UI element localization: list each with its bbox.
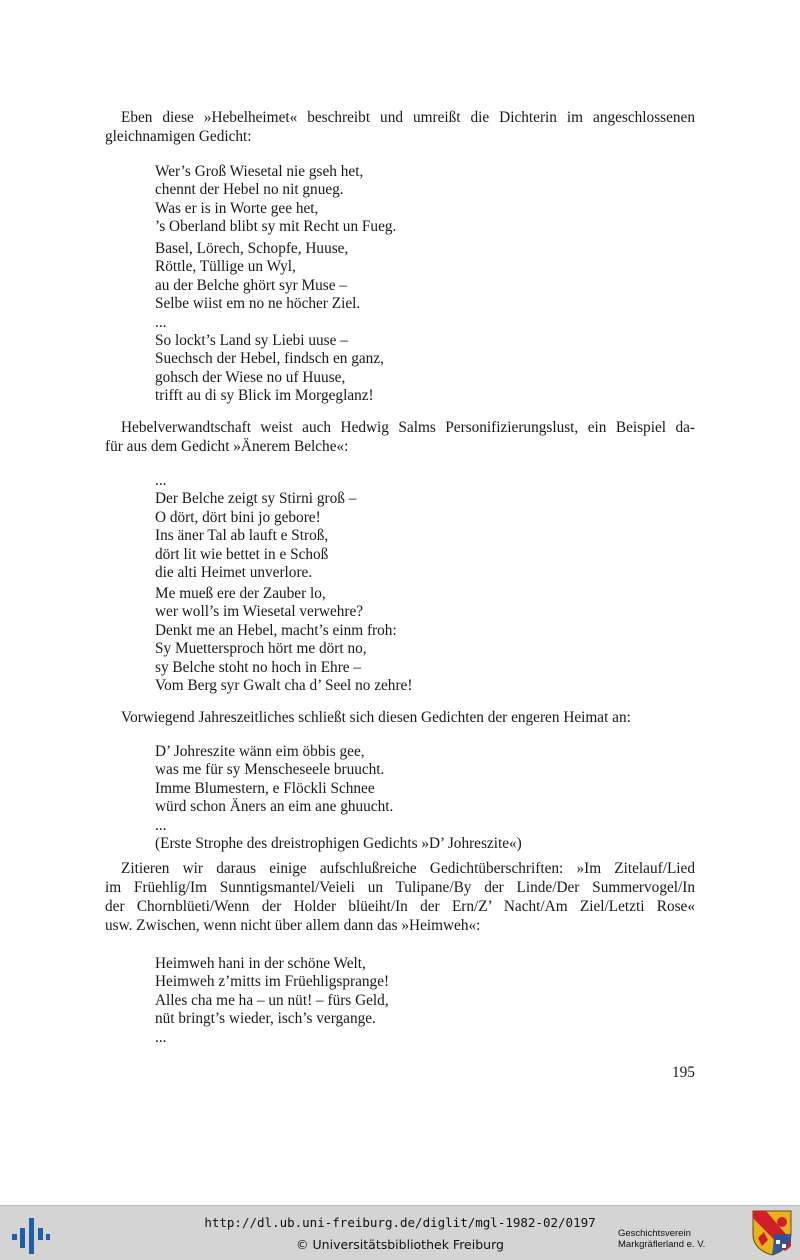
verse-line: ’s Oberland blibt sy mit Recht un Fueg.: [155, 218, 397, 236]
paragraph-jahreszeitliches: [105, 708, 695, 727]
poem-stanza-3: [155, 472, 675, 582]
verse-line: Heimweh z’mitts im Früehligsprange!: [155, 973, 390, 991]
text-line: Hebelverwandtschaft weist auch Hedwig Salms Personifizierungslust, ein Beispiel da-: [121, 419, 695, 436]
verse-line: Denkt me an Hebel, macht’s einm froh:: [155, 621, 397, 639]
paragraph-hebelverwandtschaft: [105, 418, 695, 456]
verse-line: Selbe wiist em no ne höcher Ziel.: [155, 295, 361, 313]
text-line: im Früehlig/Im Sunntigsmantel/Veieli un Tulipane/By der Linde/Der Summervogel/In: [105, 879, 695, 896]
verse-line: die alti Heimet unverlore.: [155, 564, 313, 582]
poem-stanza-6: [155, 955, 675, 1047]
verse-line: gohsch der Wiese no uf Huuse,: [155, 368, 346, 386]
verse-line: Imme Blumestern, e Flöckli Schnee: [155, 779, 375, 797]
verse-line: Alles cha me ha – un nüt! – fürs Geld,: [155, 991, 389, 1009]
verse-line: chennt der Hebel no nit gnueg.: [155, 181, 344, 199]
text-line: Eben diese »Hebelheimet« beschreibt und umreißt die Dichterin im angeschlossenen: [121, 109, 695, 126]
verse-line: Me mueß ere der Zauber lo,: [155, 585, 326, 602]
verse-line: Der Belche zeigt sy Stirni groß –: [155, 490, 357, 508]
text-line: der Chornblüeti/Wenn der Holder blüeiht/In der Ern/Z’ Nacht/Am Ziel/Letzti Rose«: [105, 898, 695, 915]
verse-line: was me für sy Menscheseele bruucht.: [155, 761, 385, 779]
verse-line: nüt bringt’s wieder, isch’s vergange.: [155, 1010, 376, 1028]
page-number: 195: [672, 1064, 695, 1081]
verse-line: au der Belche ghört syr Muse –: [155, 276, 348, 294]
society-name-line: Markgräflerland e. V.: [618, 1239, 706, 1250]
verse-line: würd schon Äners an eim ane ghuucht.: [155, 798, 394, 816]
paragraph-hebelheimet: [105, 108, 695, 146]
verse-ellipsis: ...: [155, 816, 167, 834]
verse-line: Sy Muettersproch hört me dört no,: [155, 640, 367, 658]
verse-line: Wer’s Groß Wiesetal nie gseh het,: [155, 163, 364, 180]
paragraph-gedichtueberschriften: [105, 859, 695, 935]
poem-stanza-1: [155, 163, 675, 237]
verse-line: D’ Johreszite wänn eim öbbis gee,: [155, 743, 365, 760]
text-line: Zitieren wir daraus einige aufschlußreiche Gedichtüberschriften: »Im Zitelauf/Lied: [121, 860, 695, 877]
verse-line: Heimweh hani in der schöne Welt,: [155, 955, 366, 972]
verse-ellipsis: ...: [155, 313, 167, 331]
verse-ellipsis: ...: [155, 472, 167, 489]
verse-line: Röttle, Tüllige un Wyl,: [155, 258, 296, 276]
verse-line: So lockt’s Land sy Liebi uuse –: [155, 332, 348, 350]
verse-ellipsis: ...: [155, 1028, 167, 1046]
verse-line: Vom Berg syr Gwalt cha d’ Seel no zehre!: [155, 677, 413, 695]
text-line: gleichnamigen Gedicht:: [105, 128, 252, 145]
coat-of-arms-icon[interactable]: [752, 1210, 792, 1256]
verse-line: wer woll’s im Wiesetal verwehre?: [155, 603, 364, 621]
verse-line: sy Belche stoht no hoch in Ehre –: [155, 658, 362, 676]
poem-stanza-4: [155, 585, 675, 695]
text-line: Vorwiegend Jahreszeitliches schließt sich diesen Gedichten der engeren Heimat an:: [121, 709, 631, 726]
verse-line: Was er is in Worte gee het,: [155, 199, 319, 217]
poem-stanza-2: [155, 240, 675, 406]
verse-line: O dört, dört bini jo gebore!: [155, 508, 321, 526]
society-name: [618, 1228, 748, 1250]
footer-copyright: © Universitätsbibliothek Freiburg: [296, 1237, 504, 1252]
verse-source-note: (Erste Strophe des dreistrophigen Gedichts »D’ Johreszite«): [155, 835, 522, 853]
verse-line: dört lit wie bettet in e Schoß: [155, 545, 329, 563]
verse-line: trifft au di sy Blick im Morgeglanz!: [155, 387, 374, 405]
verse-line: Basel, Lörech, Schopfe, Huuse,: [155, 240, 349, 257]
footer-bar: [0, 1205, 800, 1260]
text-line: usw. Zwischen, wenn nicht über allem dann das »Heimweh«:: [105, 917, 481, 934]
text-line: für aus dem Gedicht »Änerem Belche«:: [105, 438, 349, 455]
verse-line: Ins äner Tal ab lauft e Stroß,: [155, 527, 329, 545]
poem-stanza-5: [155, 743, 675, 853]
society-name-line: Geschichtsverein: [618, 1228, 691, 1239]
verse-line: Suechsch der Hebel, findsch en ganz,: [155, 350, 384, 368]
footer-url-link[interactable]: http://dl.ub.uni-freiburg.de/diglit/mgl-1982-02/0197: [204, 1215, 596, 1230]
